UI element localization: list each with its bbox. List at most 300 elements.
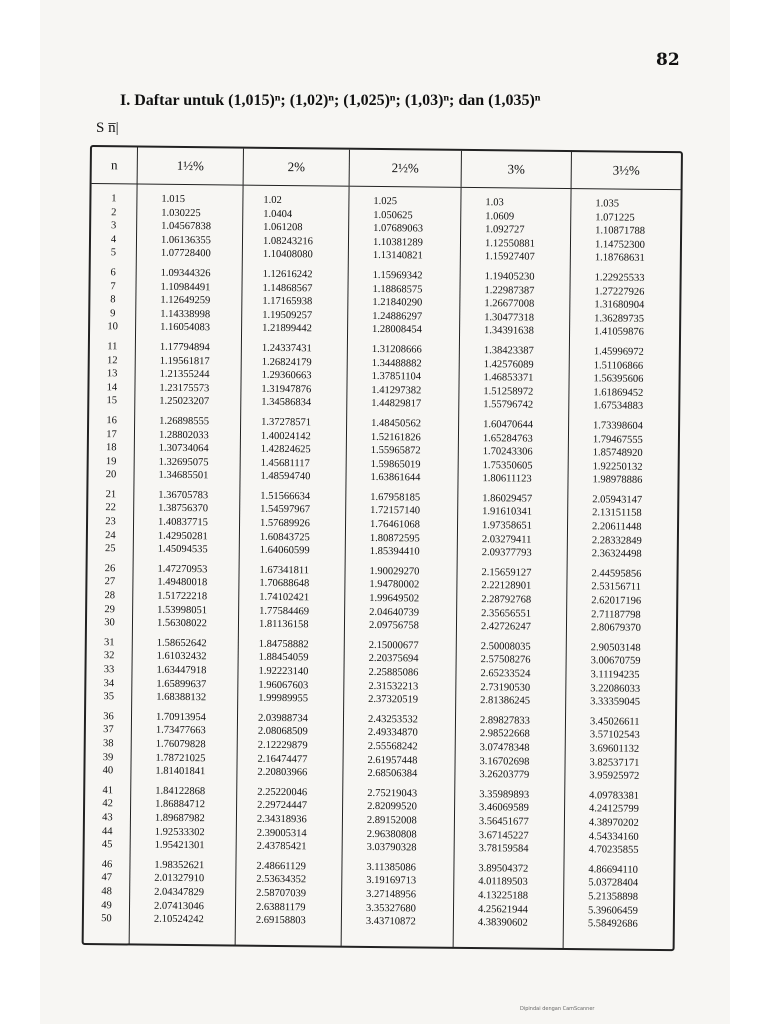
table-cell: 1.88454059 (258, 652, 309, 664)
table-cell: 1.98978886 (592, 474, 643, 487)
table-cell: 1.015 (161, 193, 186, 205)
table-cell: 2.29724447 (257, 800, 308, 812)
row-index-cell: 29 (104, 603, 115, 615)
table-cell: 1.51258972 (483, 385, 534, 398)
row-index-cell: 45 (101, 839, 113, 851)
table-cell: 2.22128901 (481, 580, 532, 593)
table-cell: 1.37278571 (261, 416, 312, 429)
table-cell: 1.68388132 (156, 691, 207, 704)
table-cell: 2.13151158 (592, 507, 642, 520)
table-cell: 3.27148956 (366, 888, 417, 901)
table-cell: 1.54597967 (260, 504, 311, 516)
row-index-cell: 18 (106, 442, 117, 454)
row-index-cell: 3 (110, 220, 117, 232)
table-cell: 1.76079828 (155, 738, 206, 751)
table-cell: 1.59865019 (370, 458, 421, 471)
table-cell: 1.74102421 (259, 591, 310, 604)
table-cell: 1.45094535 (157, 543, 208, 556)
table-cell: 2.43253532 (367, 713, 418, 726)
table-cell: 3.69601132 (589, 743, 640, 755)
table-cell: 1.67958185 (370, 491, 421, 504)
row-index-cell: 46 (101, 858, 113, 870)
table-cell: 1.26898555 (159, 415, 210, 428)
table-cell: 1.16054083 (160, 322, 211, 334)
row-index-cell: 40 (102, 765, 114, 777)
table-cell: 2.25220046 (257, 786, 308, 799)
table-cell: 3.16702698 (479, 755, 530, 768)
table-cell: 1.91610341 (482, 506, 533, 519)
table-cell: 1.06136355 (160, 234, 211, 247)
table-cell: 1.29360663 (261, 369, 312, 382)
table-cell: 1.92533302 (154, 826, 205, 838)
table-cell: 2.36324498 (591, 548, 642, 561)
table-cell: 1.10984491 (160, 281, 211, 293)
table-cell: 4.38970202 (588, 817, 639, 829)
table-cell: 1.12649259 (160, 294, 211, 307)
table-cell: 4.24125799 (589, 803, 640, 816)
table-cell: 1.12550881 (484, 237, 535, 250)
table-cell: 1.41059876 (594, 326, 644, 339)
row-index-cell: 22 (105, 502, 117, 514)
table-cell: 1.58652642 (156, 637, 207, 650)
row-index-cell: 7 (110, 280, 116, 292)
table-cell: 1.65899637 (156, 678, 207, 690)
table-cell: 3.46069589 (479, 802, 530, 814)
table-cell: 1.48450562 (371, 417, 422, 430)
table-cell: 2.28792768 (481, 594, 532, 606)
table-cell: 2.65233524 (480, 668, 531, 680)
table-cell: 1.64060599 (259, 545, 310, 557)
table-cell: 1.27227926 (594, 285, 645, 298)
row-index-cell: 16 (106, 415, 117, 427)
table-cell: 1.14752300 (594, 239, 645, 251)
table-cell: 2.03279411 (481, 533, 532, 546)
table-cell: 2.89827833 (479, 714, 530, 727)
table-cell: 1.86884712 (155, 799, 206, 811)
table-cell: 2.71187798 (591, 608, 641, 621)
table-cell: 2.28332849 (591, 534, 642, 547)
table-cell: 2.57508276 (480, 654, 531, 667)
table-cell: 2.20375694 (368, 653, 419, 665)
table-cell: 1.98352621 (154, 859, 205, 871)
table-cell: 3.11194235 (590, 669, 640, 681)
table-cell: 1.67341811 (259, 564, 310, 577)
table-cell: 4.86694110 (588, 863, 638, 876)
row-index-cell: 49 (101, 899, 112, 911)
table-cell: 3.35989893 (479, 788, 530, 801)
table-cell: 1.92250132 (592, 460, 643, 473)
table-cell: 1.0404 (263, 208, 293, 220)
table-cell: 1.89687982 (154, 812, 205, 825)
table-cell: 1.84758882 (258, 638, 309, 651)
table-cell: 1.14868567 (262, 282, 313, 294)
table-cell: 1.38423387 (483, 345, 534, 357)
table-cell: 1.44829817 (371, 398, 422, 410)
row-index-cell: 32 (103, 650, 115, 662)
table-cell: 4.54334160 (588, 830, 639, 843)
table-cell: 1.67534883 (593, 400, 644, 413)
table-cell: 4.09783381 (589, 790, 640, 802)
column-rate-3 (454, 188, 572, 949)
table-cell: 2.82099520 (367, 801, 418, 813)
table-cell: 2.04347829 (154, 886, 205, 899)
table-cell: 1.21840290 (372, 297, 423, 309)
table-cell: 2.90503148 (590, 642, 641, 654)
header-rate-3: 3% (462, 151, 572, 188)
table-cell: 1.70243306 (482, 446, 533, 458)
table-cell: 1.65284763 (482, 432, 533, 445)
table-cell: 2.10524242 (153, 913, 204, 926)
table-cell: 2.09377793 (481, 547, 532, 559)
table-cell: 1.52161826 (370, 431, 421, 443)
table-cell: 4.38390602 (477, 917, 528, 929)
table-cell: 2.31532213 (368, 680, 419, 693)
table-cell: 3.78159584 (478, 843, 529, 855)
table-cell: 1.55965872 (370, 445, 421, 457)
table-cell: 1.19405230 (484, 271, 535, 283)
table-cell: 2.42726247 (480, 621, 531, 633)
row-index-cell: 30 (104, 617, 115, 629)
row-index-cell: 21 (105, 489, 117, 501)
row-index-cell: 36 (103, 710, 114, 723)
row-index-cell: 41 (102, 784, 114, 797)
table-cell: 1.85748920 (592, 447, 643, 459)
table-cell: 1.071225 (595, 211, 635, 224)
table-cell: 2.39005314 (256, 827, 307, 839)
table-cell: 1.40024142 (260, 430, 311, 442)
table-cell: 1.34391638 (484, 325, 535, 338)
table-cell: 1.47270953 (157, 563, 208, 576)
row-index-cell: 23 (105, 516, 116, 528)
page-number: 82 (656, 50, 680, 70)
table-cell: 3.43710872 (365, 916, 416, 928)
table-cell: 1.86029457 (482, 493, 533, 505)
table-cell: 1.28802033 (158, 429, 209, 441)
table-cell: 1.85394410 (369, 546, 420, 558)
row-index-cell: 14 (106, 381, 118, 394)
table-cell: 1.035 (595, 198, 620, 210)
table-cell: 3.19169713 (366, 875, 417, 887)
table-cell: 1.30477318 (484, 311, 535, 324)
table-cell: 1.51722218 (157, 590, 208, 603)
table-cell: 2.07413046 (153, 900, 204, 912)
table-cell: 5.21358898 (588, 891, 639, 903)
table-cell: 2.69158803 (255, 914, 306, 927)
row-index-cell: 10 (107, 321, 118, 333)
table-cell: 2.58707039 (256, 887, 307, 900)
table-cell: 3.11385086 (366, 861, 417, 874)
table-cell: 1.15927407 (484, 251, 535, 264)
table-cell: 1.99649502 (369, 592, 420, 605)
row-index-cell: 9 (110, 307, 116, 320)
table-cell: 1.84122868 (155, 785, 206, 797)
table-cell: 1.34488882 (371, 357, 422, 370)
table-cell: 2.01327910 (154, 873, 205, 885)
table-cell: 1.48594740 (260, 471, 311, 483)
table-cell: 2.16474477 (257, 753, 308, 765)
table-cell: 1.42824625 (260, 443, 311, 456)
header-rate-2: 2% (244, 149, 350, 186)
table-cell: 1.04567838 (161, 220, 212, 233)
table-cell: 1.41297382 (371, 384, 422, 397)
table-cell: 2.48661129 (256, 860, 307, 873)
row-index-cell: 47 (101, 872, 113, 884)
row-index-cell: 19 (105, 455, 117, 467)
row-index-cell: 31 (103, 636, 115, 649)
page-title: I. Daftar untuk (1,015)ⁿ; (1,02)ⁿ; (1,025)ⁿ; (1,03)ⁿ; dan (1,035)ⁿ (120, 92, 541, 109)
table-cell: 1.55796742 (483, 399, 534, 411)
table-cell: 1.24337431 (261, 342, 312, 355)
table-cell: 2.04640739 (369, 606, 420, 619)
table-cell: 2.55568242 (367, 740, 418, 753)
row-index-cell: 39 (102, 751, 114, 763)
column-rate-3-5 (564, 189, 681, 950)
table-cell: 1.94780002 (369, 579, 420, 591)
table-cell: 1.63861644 (370, 472, 421, 484)
table-cell: 2.15659127 (481, 566, 532, 579)
table-cell: 1.76461068 (369, 519, 420, 531)
table-cell: 2.50008035 (480, 640, 531, 653)
table-cell: 3.56451677 (478, 816, 529, 828)
table-cell: 2.75219043 (367, 787, 418, 800)
row-index-cell: 20 (105, 469, 117, 481)
table-cell: 1.31947876 (261, 383, 312, 396)
table-cell: 1.96067603 (258, 679, 309, 691)
table-cell: 2.44595856 (591, 568, 642, 580)
table-cell: 3.07478348 (479, 742, 530, 754)
table-cell: 2.53156711 (591, 581, 641, 594)
table-cell: 1.19509257 (262, 309, 313, 322)
table-cell: 2.20611448 (591, 521, 642, 533)
row-index-cell: 11 (107, 341, 118, 353)
header-rate-3-5: 3½% (612, 162, 640, 178)
table-cell: 1.51566634 (260, 490, 311, 503)
table-cell: 2.63881179 (255, 901, 306, 913)
table-cell: 1.92223140 (258, 665, 309, 678)
row-index-cell: 13 (106, 368, 118, 380)
table-cell: 1.025 (373, 195, 398, 208)
table-cell: 1.092727 (485, 224, 525, 236)
table-cell: 1.73477663 (155, 725, 206, 737)
table-cell: 5.39606459 (587, 904, 638, 917)
scanner-watermark: Dipindai dengan CamScanner (520, 1006, 595, 1012)
row-index-cell: 28 (104, 590, 116, 602)
table-cell: 1.57689926 (259, 517, 310, 530)
table-cell: 1.09344326 (160, 267, 211, 280)
row-index-cell: 50 (101, 913, 112, 925)
table-cell: 1.75350605 (482, 459, 533, 472)
table-cell: 4.01189503 (478, 876, 528, 888)
row-index-cell: 6 (110, 267, 116, 279)
table-cell: 1.36705783 (158, 489, 209, 502)
table-cell: 2.09756758 (368, 620, 419, 632)
column-rate-2-5 (342, 187, 462, 948)
column-rate-2 (236, 186, 350, 947)
table-cell: 2.53634352 (256, 874, 307, 886)
table-cell: 1.45681117 (260, 457, 310, 470)
table-cell: 1.17165938 (262, 295, 313, 308)
table-cell: 1.030225 (161, 207, 201, 219)
table-cell: 1.18868575 (372, 283, 423, 296)
table-cell: 1.12616242 (262, 268, 313, 281)
table-cell: 1.81136158 (258, 619, 309, 631)
table-cell: 1.24886297 (372, 310, 423, 323)
table-cell: 3.00670759 (590, 655, 641, 668)
table-cell: 2.73190530 (480, 681, 531, 694)
table-header-row (92, 147, 681, 190)
header-n: n (92, 147, 138, 183)
table-cell: 2.98522668 (479, 728, 530, 741)
table-cell: 1.26677008 (484, 298, 535, 310)
table-cell: 1.13140821 (372, 250, 423, 262)
table-cell: 2.15000677 (368, 639, 419, 652)
table-cell: 2.81386245 (480, 695, 531, 707)
row-index-cell: 1 (111, 193, 117, 205)
row-index-cell: 37 (103, 724, 114, 736)
table-cell: 1.37851104 (371, 371, 422, 383)
table-cell: 3.57102543 (589, 729, 640, 742)
table-cell: 1.95421301 (154, 839, 205, 852)
row-index-cell: 48 (101, 886, 112, 898)
table-cell: 2.80679370 (590, 622, 641, 635)
row-index-cell: 2 (111, 206, 117, 218)
table-cell: 1.72157140 (370, 505, 421, 517)
table-cell: 2.89152008 (366, 814, 417, 827)
table-cell: 3.89504372 (478, 862, 529, 875)
table-cell: 1.49480018 (157, 577, 208, 589)
table-cell: 1.19561817 (159, 355, 210, 367)
table-cell: 4.13225188 (478, 890, 529, 902)
header-rate-2-5: 2½% (350, 150, 462, 187)
table-cell: 2.62017196 (591, 595, 642, 607)
table-cell: 2.25885086 (368, 666, 419, 679)
table-cell: 1.51106866 (593, 359, 644, 372)
column-rate-1-5 (130, 185, 244, 946)
table-cell: 1.23175573 (159, 382, 210, 394)
table-cell: 1.08243216 (262, 235, 313, 248)
row-index-cell: 5 (110, 247, 117, 259)
table-cell: 1.17794894 (159, 341, 210, 354)
table-cell: 1.36289735 (594, 313, 645, 325)
table-cell: 1.22987387 (484, 284, 535, 297)
annuity-symbol: S n̅| (96, 120, 119, 136)
table-cell: 5.58492686 (587, 918, 638, 930)
table-cell: 3.67145227 (478, 829, 529, 842)
table-cell: 1.70688648 (259, 578, 310, 590)
table-cell: 1.42576089 (483, 358, 534, 371)
table-cell: 2.05943147 (592, 494, 643, 506)
table-cell: 3.82537171 (589, 756, 640, 769)
table-cell: 1.18768631 (594, 252, 645, 265)
table-cell: 2.37320519 (368, 694, 419, 706)
row-index-cell: 24 (105, 529, 116, 541)
table-cell: 1.78721025 (155, 752, 206, 764)
table-cell: 1.07689063 (373, 223, 424, 235)
table-cell: 1.050625 (373, 209, 413, 221)
table-cell: 1.63447918 (156, 664, 207, 677)
table-cell: 1.14338998 (160, 308, 211, 321)
table-cell: 1.97358651 (481, 520, 532, 532)
table-cell: 1.10381289 (372, 236, 423, 249)
table-cell: 2.61957448 (367, 754, 418, 767)
row-index-cell: 35 (103, 691, 115, 703)
table-cell: 1.80611123 (482, 473, 532, 485)
table-cell: 1.10408080 (262, 249, 313, 261)
header-rate-1-5: 1½% (138, 148, 244, 185)
table-cell: 1.79467555 (592, 433, 643, 446)
row-index-cell: 27 (104, 576, 116, 588)
table-cell: 1.31680904 (594, 299, 645, 311)
table-cell: 2.68506384 (367, 768, 418, 780)
table-cell: 3.33359045 (590, 696, 641, 708)
table-body (84, 184, 681, 950)
table-cell: 5.03728404 (588, 877, 639, 890)
row-index-cell: 26 (104, 563, 116, 575)
table-cell: 1.38756370 (158, 503, 209, 515)
table-cell: 1.61869452 (593, 387, 644, 399)
table-cell: 1.61032432 (156, 651, 207, 663)
table-cell: 3.95925972 (589, 770, 640, 782)
table-cell: 1.03 (485, 197, 504, 209)
row-index-cell: 42 (102, 798, 113, 810)
table-cell: 2.96380808 (366, 828, 417, 840)
row-index-cell: 43 (102, 812, 113, 824)
table-cell: 3.35327680 (365, 902, 416, 914)
table-cell: 1.70913954 (155, 711, 206, 724)
table-cell: 1.34586834 (261, 397, 312, 409)
table-cell: 1.061208 (263, 222, 303, 234)
table-cell: 1.31208666 (371, 343, 422, 356)
row-index-cell: 17 (106, 428, 117, 440)
row-index-cell: 4 (110, 234, 117, 246)
table-cell: 1.56308022 (156, 617, 207, 630)
row-index-cell: 44 (102, 825, 113, 837)
table-cell: 2.43785421 (256, 840, 307, 853)
table-cell: 3.26203779 (479, 769, 530, 781)
row-index-cell: 8 (110, 294, 116, 306)
table-cell: 4.70235855 (588, 844, 639, 856)
table-cell: 1.28008454 (372, 324, 423, 336)
row-index-cell: 33 (103, 664, 115, 676)
table-cell: 1.10871788 (595, 225, 646, 238)
table-cell: 1.46853371 (483, 372, 534, 384)
table-cell: 1.90029270 (369, 565, 420, 578)
column-n (84, 184, 138, 944)
table-cell: 3.45026611 (589, 716, 640, 728)
row-index-cell: 25 (104, 543, 116, 555)
table-cell: 1.73398604 (593, 420, 644, 432)
table-cell: 2.03988734 (257, 712, 308, 725)
table-cell: 1.07728400 (160, 248, 211, 260)
table-cell: 1.45996972 (593, 346, 644, 358)
table-cell: 1.32695075 (158, 456, 209, 468)
table-cell: 2.12229879 (257, 739, 308, 752)
table-cell: 1.60843725 (259, 531, 310, 543)
table-cell: 2.49334870 (367, 727, 418, 739)
table-cell: 4.25621944 (477, 903, 528, 916)
row-index-cell: 12 (106, 354, 118, 366)
table-cell: 2.08068509 (257, 726, 308, 738)
table-cell: 1.30734064 (158, 442, 209, 455)
table-cell: 1.60470644 (483, 419, 534, 431)
table-cell: 1.22925533 (594, 272, 645, 284)
table-cell: 1.56395606 (593, 373, 644, 385)
table-cell: 1.40837715 (157, 516, 208, 529)
table-cell: 1.21899442 (262, 323, 313, 335)
table-cell: 1.99989955 (258, 692, 309, 705)
table-cell: 2.35656551 (481, 607, 532, 620)
row-index-cell: 38 (102, 738, 114, 750)
